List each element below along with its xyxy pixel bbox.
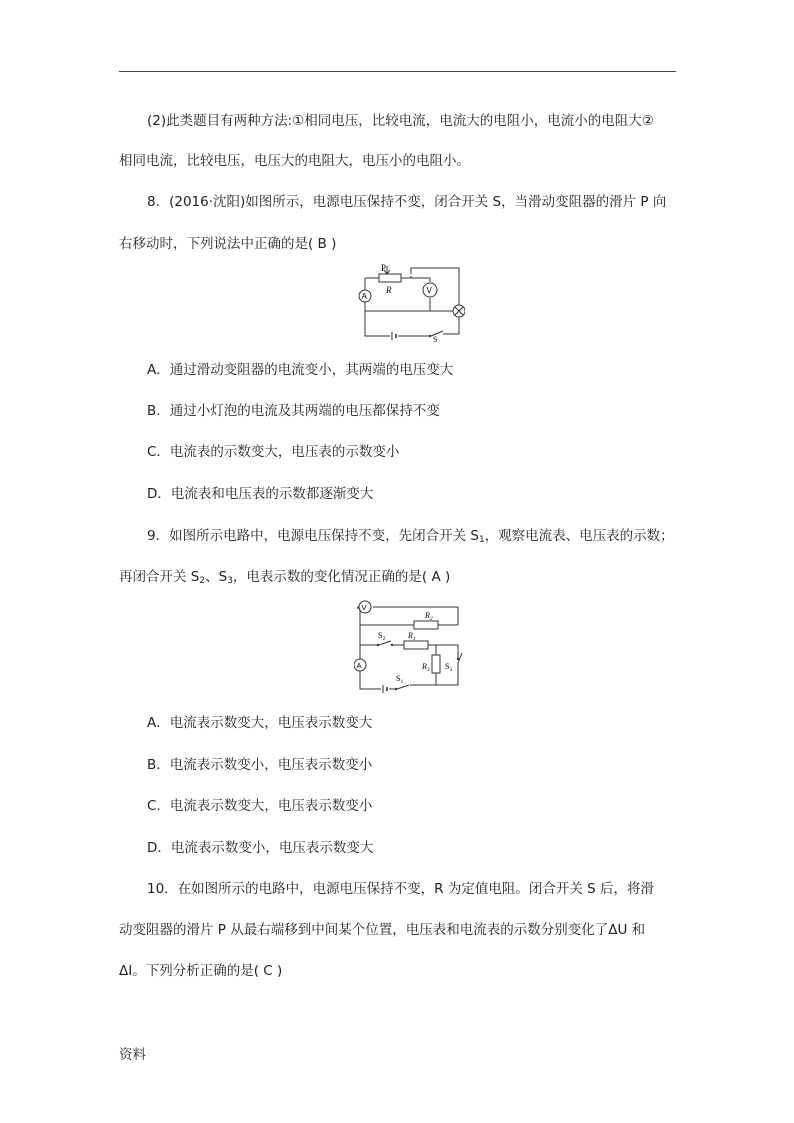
- r2-label: $R_2$: [425, 611, 433, 622]
- voltmeter-label: V: [426, 286, 432, 295]
- ammeter-label: A: [361, 292, 367, 301]
- question-9-stem-cont: 再闭合开关 $S_2$、$S_3$，电表示数的变化情况正确的是( A ): [119, 569, 451, 586]
- question-10-stem-cont: 动变阻器的滑片 P 从最右端移到中间某个位置，电压表和电流表的示数分别变化了ΔU 和: [119, 922, 646, 938]
- page-footer: 资料: [119, 1047, 146, 1063]
- r3-label: $R_3$: [422, 662, 430, 673]
- option-9c: C．电流表示数变大，电压表示数变小: [147, 798, 373, 814]
- switch-label: S: [433, 335, 438, 342]
- question-9-stem: 9．如图所示电路中，电源电压保持不变，先闭合开关 $S_1$，观察电流表、电压表的示数；: [147, 528, 674, 545]
- circuit-diagram-q8: [355, 262, 465, 342]
- s3-label: $S_3$: [445, 662, 453, 673]
- header-rule: [119, 71, 676, 72]
- slider-label: P: [381, 263, 387, 273]
- r1-label: $R_1$: [408, 631, 416, 642]
- option-9a: A．电流表示数变大，电压表示数变大: [147, 715, 373, 731]
- option-8b: B．通过小灯泡的电流及其两端的电压都保持不变: [147, 403, 440, 419]
- question-8-stem-cont: 右移动时，下列说法中正确的是( B ): [119, 236, 337, 252]
- option-8d: D．电流表和电压表的示数都逐渐变大: [147, 486, 374, 502]
- option-9b: B．电流表示数变小，电压表示数变小: [147, 757, 373, 773]
- text-line: 相同电流，比较电压，电压大的电阻大，电压小的电阻小。: [119, 153, 470, 169]
- question-10-stem-cont: ΔI。下列分析正确的是( C ): [119, 963, 283, 979]
- s2-label: $S_2$: [378, 631, 386, 642]
- option-9d: D．电流表示数变小，电压表示数变大: [147, 840, 374, 856]
- voltmeter-label: V: [361, 603, 367, 612]
- option-8c: C．电流表的示数变大，电压表的示数变小: [147, 444, 400, 460]
- s1-label: $S_1$: [396, 674, 404, 685]
- question-8-stem: 8．(2016·沈阳)如图所示，电源电压保持不变，闭合开关 S，当滑动变阻器的滑片 P 向: [147, 194, 667, 210]
- ammeter-label: A: [356, 661, 362, 670]
- circuit-diagram-q9: [354, 597, 464, 695]
- question-10-stem: 10．在如图所示的电路中，电源电压保持不变，R 为定值电阻。闭合开关 S 后，将滑: [147, 881, 655, 897]
- option-8a: A．通过滑动变阻器的电流变小，其两端的电压变大: [147, 362, 454, 378]
- text-line: (2)此类题目有两种方法:①相同电压，比较电流，电流大的电阻小，电流小的电阻大②: [147, 113, 654, 129]
- rheostat-label: R: [386, 285, 392, 295]
